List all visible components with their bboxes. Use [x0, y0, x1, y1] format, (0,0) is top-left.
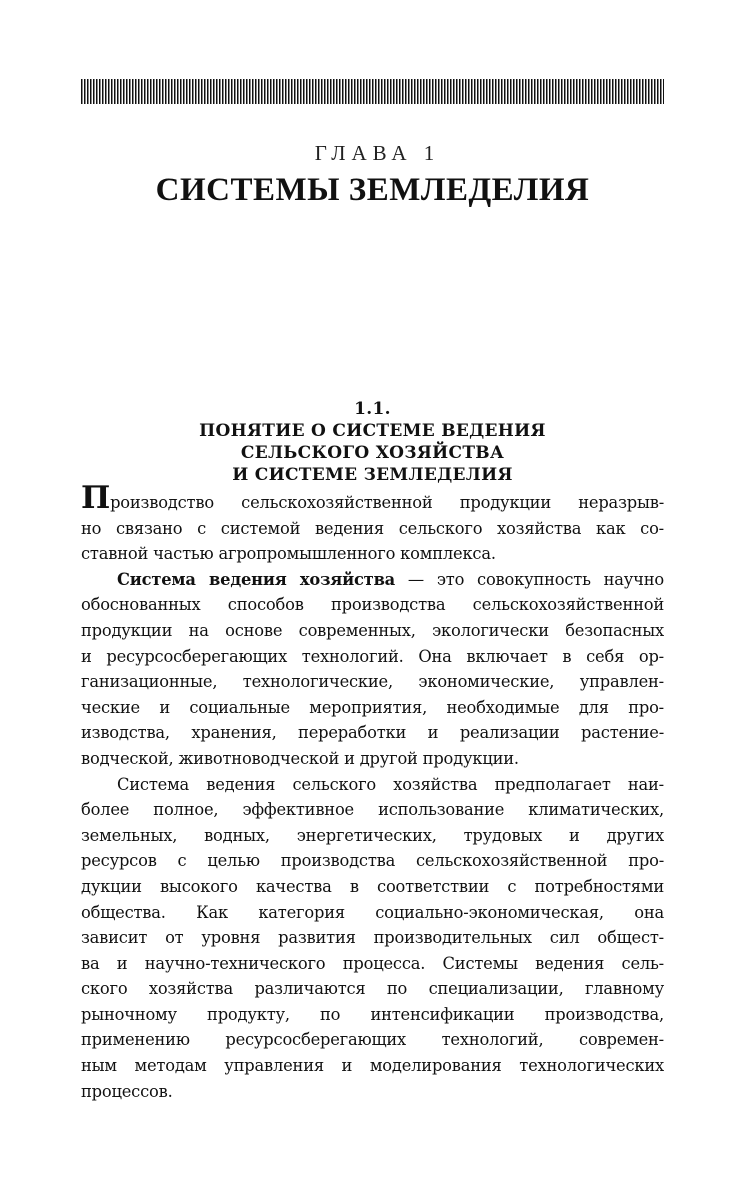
initial-letter: П — [81, 480, 111, 516]
paragraph — [81, 480, 664, 567]
text-line: ва и научно-технического процесса. Системы ведения сель- — [81, 953, 664, 973]
text-line: Система ведения хозяйства — это совокупность научно — [117, 569, 664, 589]
paragraph — [81, 772, 664, 1105]
text-line: и ресурсосберегающих технологий. Она включает в себя ор- — [81, 646, 664, 666]
section-heading — [0, 398, 745, 486]
chapter-label: ГЛАВА 1 — [314, 141, 441, 165]
text-line: применению ресурсосберегающих технологий, современ- — [81, 1030, 664, 1050]
text-line: Система ведения сельского хозяйства предполагает наи- — [117, 774, 664, 794]
section-title-line: ПОНЯТИЕ О СИСТЕМЕ ВЕДЕНИЯ — [199, 421, 546, 441]
section-title-line: СЕЛЬСКОГО ХОЗЯЙСТВА — [240, 443, 505, 463]
text-line: дукции высокого качества в соответствии с потребностями — [81, 876, 664, 896]
text-line: изводства, хранения, переработки и реализации растение- — [81, 723, 664, 743]
body-text — [81, 480, 664, 1104]
text-line: но связано с системой ведения сельского хозяйства как со- — [81, 518, 664, 538]
section-title-line: И СИСТЕМЕ ЗЕМЛЕДЕЛИЯ — [232, 465, 513, 485]
text-line: ского хозяйства различаются по специализации, главному — [81, 979, 664, 999]
text-line: продукции на основе современных, экологически безопасных — [81, 620, 664, 640]
text-line: рыночному продукту, по интенсификации производства, — [81, 1004, 664, 1024]
text-line: зависит от уровня развития производительных сил общест- — [81, 928, 664, 948]
text-line: ганизационные, технологические, экономические, управлен- — [81, 672, 664, 692]
text-line: ческие и социальные мероприятия, необходимые для про- — [81, 697, 664, 717]
paragraph — [81, 567, 664, 772]
text-line: обоснованных способов производства сельскохозяйственной — [81, 595, 664, 615]
text-line: процессов. — [81, 1081, 173, 1101]
text-line: ставной частью агропромышленного комплекса. — [81, 544, 496, 564]
text-line: Производство сельскохозяйственной продукции неразрыв- — [81, 480, 664, 516]
text-line: водческой, животноводческой и другой продукции. — [81, 748, 519, 768]
text-line: земельных, водных, энергетических, трудовых и других — [81, 825, 664, 845]
text-line: ресурсов с целью производства сельскохозяйственной про- — [81, 851, 664, 871]
text-line: общества. Как категория социально-экономическая, она — [81, 902, 664, 922]
chapter-title: СИСТЕМЫ ЗЕМЛЕДЕЛИЯ — [155, 172, 590, 208]
defined-term: Система ведения хозяйства — [117, 569, 396, 589]
text-line: ным методам управления и моделирования технологических — [81, 1056, 664, 1076]
decorative-header-rule — [81, 79, 664, 104]
section-number: 1.1. — [354, 399, 391, 419]
text-line: более полное, эффективное использование климатических, — [81, 800, 664, 820]
